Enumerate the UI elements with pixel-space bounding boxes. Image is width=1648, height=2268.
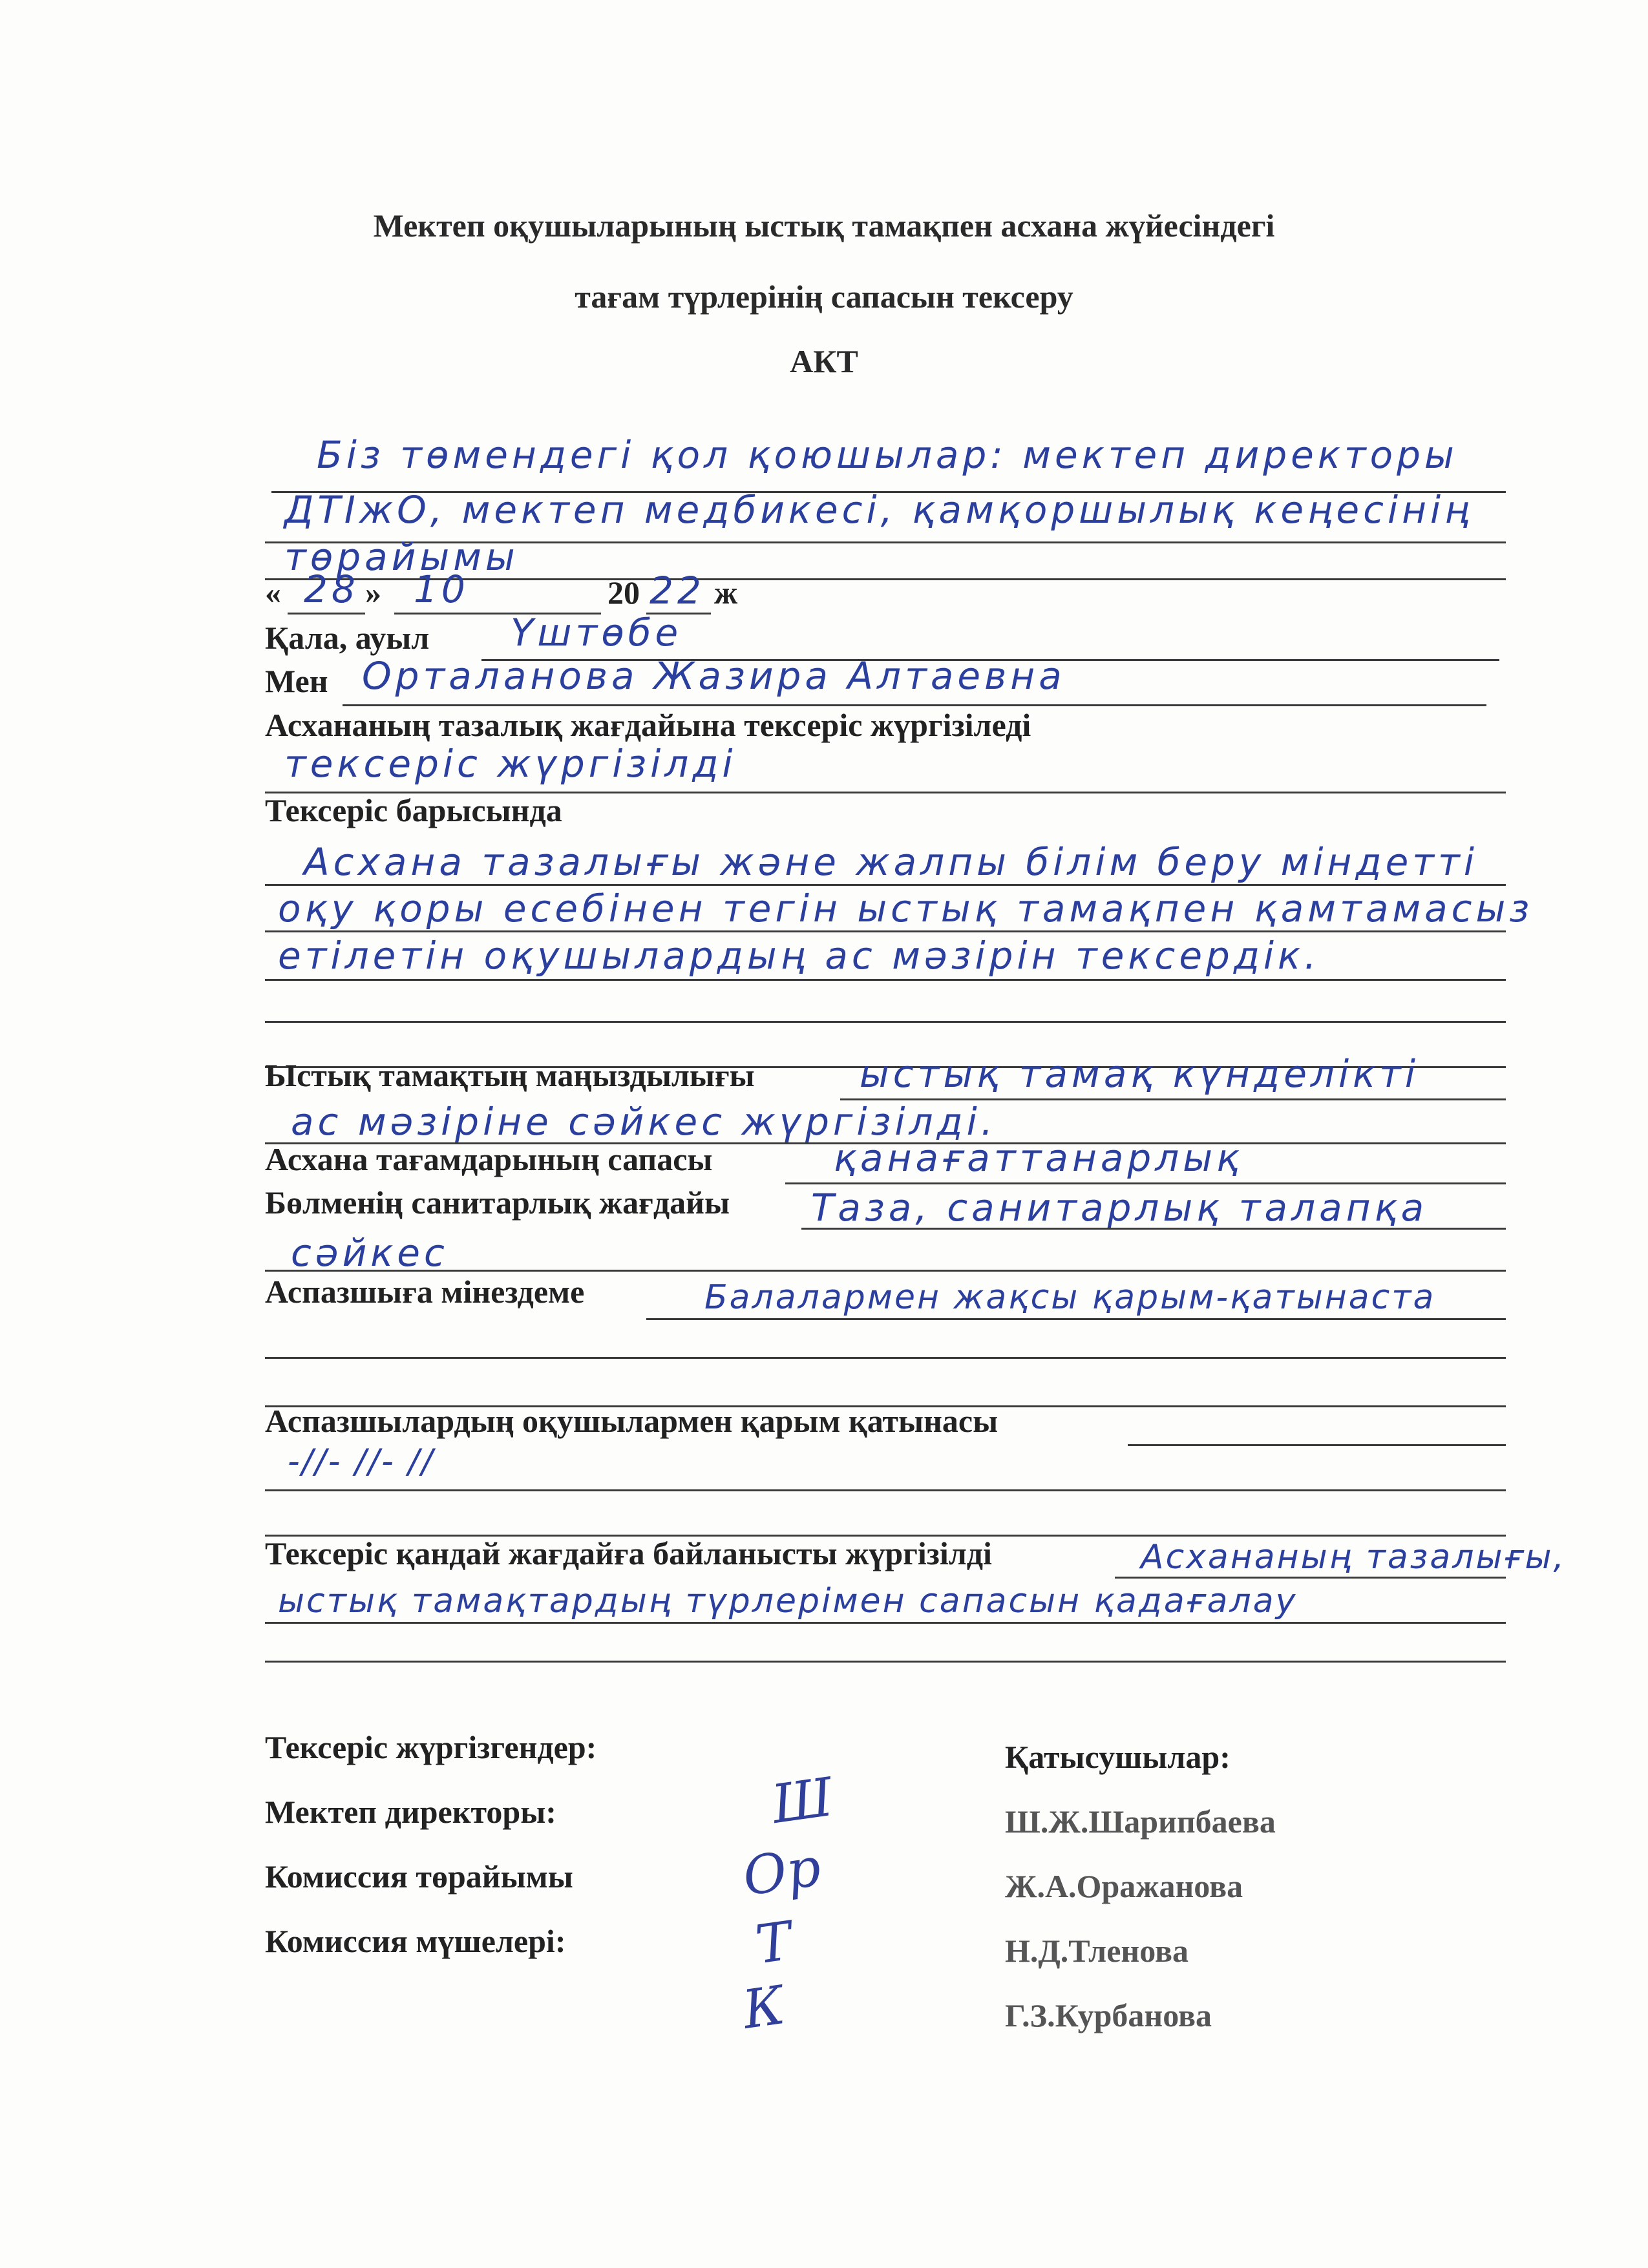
cook-value: Балалармен жақсы қарым-қатынаста — [704, 1278, 1436, 1317]
date-day-underline — [288, 613, 365, 614]
form-underline — [1128, 1444, 1506, 1446]
intro-text-line3: төрайымы — [284, 535, 519, 579]
signature-member-2: К — [739, 1975, 788, 2041]
form-underline — [265, 1622, 1506, 1624]
intro-text-line1: Біз төмендегі қол қоюшылар: мектеп директоры — [317, 433, 1458, 477]
date-open-quote: « — [265, 574, 281, 611]
author-value: Орталанова Жазира Алтаевна — [362, 654, 1066, 698]
date-close-quote: » — [365, 574, 381, 611]
form-underline — [265, 1021, 1506, 1023]
process-text-line2: оқу қоры есебінен тегін ыстық тамақпен қамтамасыз — [278, 887, 1534, 930]
date-year-suffix: 22 — [650, 569, 705, 613]
process-text-line1: Асхана тазалығы және жалпы білім беру міндетті — [304, 840, 1478, 884]
act-heading: АКТ — [790, 343, 858, 379]
process-text-line3: етілетін оқушылардың ас мәзірін тексердік. — [278, 934, 1320, 978]
form-underline — [1115, 1577, 1506, 1579]
quality-label: Асхана тағамдарының сапасы — [265, 1141, 713, 1177]
date-day: 28 — [304, 567, 359, 611]
quality-value: қанағаттанарлық — [834, 1136, 1243, 1180]
hygiene-label: Асхананың тазалық жағдайына тексеріс жүргізіледі — [265, 707, 1031, 743]
form-underline — [265, 1270, 1506, 1272]
signature-chair: Ор — [739, 1836, 825, 1908]
importance-label: Ыстық тамақтың маңыздылығы — [265, 1057, 755, 1093]
participant-name: Ш.Ж.Шарипбаева — [1005, 1803, 1276, 1840]
signature-member-1: Т — [752, 1910, 796, 1977]
sanitary-label: Бөлменің санитарлық жағдайы — [265, 1184, 730, 1221]
relations-value: -//- //- // — [288, 1442, 435, 1481]
form-underline — [265, 1357, 1506, 1359]
form-underline — [265, 1489, 1506, 1491]
importance-text-line2: ас мәзіріне сәйкес жүргізілді. — [291, 1100, 997, 1144]
document-title-line2: тағам түрлерінің сапасын тексеру — [575, 278, 1073, 315]
participants-label: Қатысушылар: — [1005, 1739, 1231, 1775]
participant-name: Н.Д.Тленова — [1005, 1933, 1188, 1969]
reason-text-line2: ыстық тамақтардың түрлерімен сапасын қадағалау — [278, 1582, 1298, 1621]
form-underline — [785, 1182, 1506, 1184]
form-underline — [265, 930, 1506, 932]
sanitary-text-line1: Таза, санитарлық талапқа — [811, 1186, 1428, 1230]
sanitary-text-line2: сәйкес — [291, 1231, 449, 1275]
form-underline — [265, 1661, 1506, 1663]
relations-label: Аспазшылардың оқушылармен қарым қатынасы — [265, 1403, 998, 1439]
author-label: Мен — [265, 663, 328, 699]
form-underline — [646, 1318, 1506, 1320]
process-label: Тексеріс барысында — [265, 792, 562, 828]
date-month: 10 — [414, 567, 469, 611]
members-label: Комиссия мүшелері: — [265, 1923, 566, 1959]
hygiene-value: тексеріс жүргізілді — [284, 742, 737, 786]
date-year-unit: ж — [714, 574, 738, 611]
city-label: Қала, ауыл — [265, 620, 430, 656]
cook-label: Аспазшыға мінездеме — [265, 1274, 585, 1310]
form-underline — [265, 979, 1506, 981]
chair-label: Комиссия төрайымы — [265, 1858, 573, 1895]
signature-director: Ш — [768, 1766, 837, 1836]
intro-text-line2: ДТІжО, мектеп медбикесі, қамқоршылық кеңесінің — [284, 488, 1474, 532]
participant-name: Г.З.Курбанова — [1005, 1997, 1212, 2033]
inspectors-label: Тексеріс жүргізгендер: — [265, 1729, 597, 1765]
city-value: Үштөбе — [511, 611, 682, 655]
form-underline — [265, 884, 1506, 886]
importance-text-line1: ыстық тамақ күнделікті — [860, 1052, 1420, 1096]
reason-label: Тексеріс қандай жағдайға байланысты жүргізілді — [265, 1535, 992, 1571]
form-underline — [801, 1228, 1506, 1230]
participant-name: Ж.А.Оражанова — [1005, 1868, 1243, 1904]
reason-text-line1: Асхананың тазалығы, — [1141, 1538, 1567, 1577]
document-title-line1: Мектеп оқушыларының ыстық тамақпен асхана жүйесіндегі — [373, 207, 1275, 244]
director-label: Мектеп директоры: — [265, 1794, 556, 1830]
date-year-prefix: 20 — [607, 574, 640, 611]
